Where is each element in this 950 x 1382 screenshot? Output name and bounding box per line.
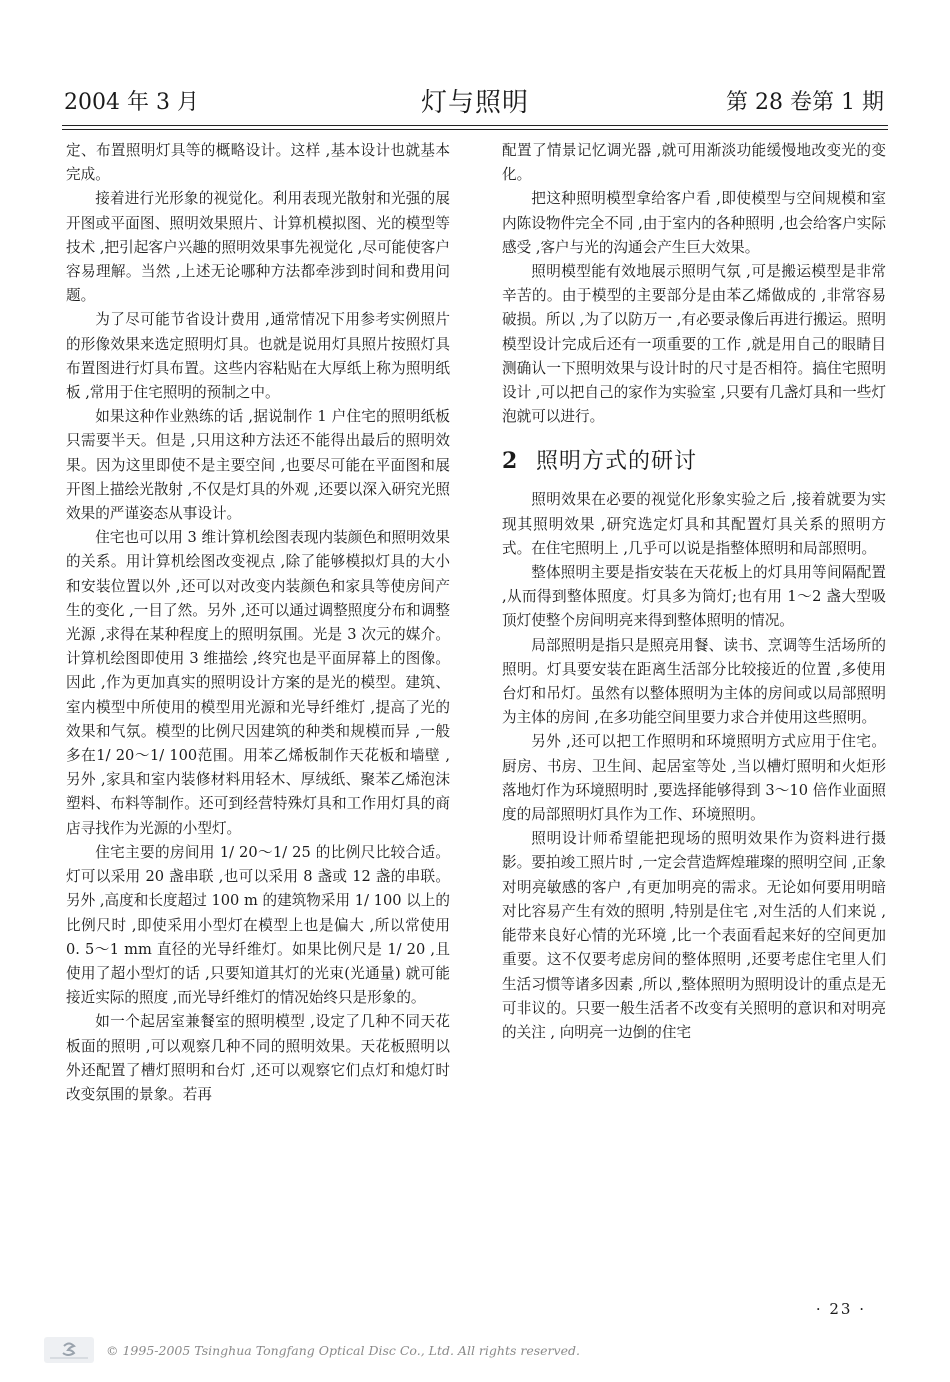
paragraph: 如一个起居室兼餐室的照明模型 ,设定了几种不同天花板面的照明 ,可以观察几种不同的照明效果。天花板照明以外还配置了槽灯照明和台灯 ,还可以观察它们点灯和熄灯时改变氛围的景象。若再 — [66, 1013, 450, 1103]
footer — [44, 1336, 580, 1364]
right-column — [502, 139, 886, 1045]
paragraph: 住宅也可以用 3 维计算机绘图表现内装颜色和照明效果的关系。用计算机绘图改变视点 ,除了能够模拟灯具的大小和安装位置以外 ,还可以对改变内装颜色和家具等使房间产生的变化 ,一目了然。另外 ,还可以通过调整照度分布和调整光源 ,求得在某种程度上的照明氛围。光是 3 次元的媒介。计算机绘图即使用 3 维描绘 ,终究也是平面屏幕上的图像。因此 ,作为更加真实的照明设计方案的是光的模型。建筑、室内模型中所使用的模型用光源和光导纤维灯 ,提高了光的效果和气氛。模型的比例尺因建筑的种类和规模而异 ,一般多在1/ 20～1/ 100范围。用苯乙烯板制作天花板和墙壁 ,另外 ,家具和室内装修材料用轻木、厚绒纸、聚苯乙烯泡沫塑料、布料等制作。还可到经营特殊灯具和工作用灯具的商店寻找作为光源的小型灯。 — [66, 529, 450, 837]
paragraph: 把这种照明模型拿给客户看 ,即使模型与空间规模和室内陈设物件完全不同 ,由于室内的各种照明 ,也会给客户实际感受 ,客户与光的沟通会产生巨大效果。 — [502, 190, 886, 256]
section-title: 照明方式的研讨 — [536, 449, 698, 475]
page-number: · 23 · — [815, 1300, 866, 1318]
publisher-logo-icon — [44, 1337, 94, 1363]
right-column-top-text — [502, 139, 886, 429]
paragraph: 住宅主要的房间用 1/ 20～1/ 25 的比例尺比较合适。灯可以采用 20 盏串联 ,也可以采用 8 盏或 12 盏的串联。另外 ,高度和长度超过 100 m 的建筑物采用 1/ 100 以上的比例尺时 ,即使采用小型灯在模型上也是偏大 ,所以常使用 0. 5～1 mm 直径的光导纤维灯。如果比例尺是 1/ 20 ,且使用了超小型灯的话 ,只要知道其灯的光束(光通量) 就可能接近实际的照度 ,而光导纤维灯的情况始终只是形象的。 — [66, 843, 450, 1007]
left-column — [66, 139, 450, 1107]
section-heading — [502, 446, 886, 477]
paragraph: 如果这种作业熟练的话 ,据说制作 1 户住宅的照明纸板只需要半天。但是 ,只用这种方法还不能得出最后的照明效果。因为这里即使不是主要空间 ,也要尽可能在平面图和展开图上描绘光散射 ,不仅是灯具的外观 ,还要以深入研究光照效果的严谨姿态从事设计。 — [66, 408, 450, 523]
journal-title: 灯与照明 — [420, 88, 529, 118]
header-rule-thin — [62, 129, 888, 130]
paragraph: 定、布置照明灯具等的概略设计。这样 ,基本设计也就基本完成。 — [66, 142, 450, 184]
volume-issue: 第 28 卷第 1 期 — [726, 90, 884, 115]
paragraph: 另外 ,还可以把工作照明和环境照明方式应用于住宅。厨房、书房、卫生间、起居室等处 ,当以槽灯照明和火炬形落地灯作为环境照明时 ,要选择能够得到 3～10 倍作业面照度的局部照明灯具作为工作、环境照明。 — [502, 733, 886, 824]
paragraph: 整体照明主要是指安装在天花板上的灯具用等间隔配置 ,从而得到整体照度。灯具多为筒灯;也有用 1～2 盏大型吸顶灯使整个房间明亮来得到整体照明的情况。 — [502, 564, 886, 630]
paragraph: 为了尽可能节省设计费用 ,通常情况下用参考实例照片的形像效果来选定照明灯具。也就是说用灯具照片按照灯具布置图进行灯具布置。这些内容粘贴在大厚纸上称为照明纸板 ,常用于住宅照明的预制之中。 — [66, 311, 450, 402]
paragraph: 照明模型能有效地展示照明气氛 ,可是搬运模型是非常辛苦的。由于模型的主要部分是由苯乙烯做成的 ,非常容易破损。所以 ,为了以防万一 ,有必要录像后再进行搬运。照明模型设计完成后还有一项重要的工作 ,就是用自己的眼睛目测确认一下照明效果与设计时的尺寸是否相符。搞住宅照明设计 ,可以把自己的家作为实验室 ,只要有几盏灯具和一些灯泡就可以进行。 — [502, 263, 886, 426]
paragraph: 配置了情景记忆调光器 ,就可用渐淡功能缓慢地改变光的变化。 — [502, 142, 886, 184]
paragraph: 局部照明是指只是照亮用餐、读书、烹调等生活场所的照明。灯具要安装在距离生活部分比较接近的位置 ,多使用台灯和吊灯。虽然有以整体照明为主体的房间或以局部照明为主体的房间 ,在多功能空间里要力求合并使用这些照明。 — [502, 636, 886, 727]
running-header — [62, 88, 888, 122]
paragraph: 照明设计师希望能把现场的照明效果作为资料进行摄影。要拍竣工照片时 ,一定会营造辉煌璀璨的照明空间 ,正象对明亮敏感的客户 ,有更加明亮的需求。无论如何要用明暗对比容易产生有效的照明 ,特别是住宅 ,对生活的人们来说 ,能带来良好心情的光环境 ,比一个表面看起来好的空间更加重要。这不仅要考虑房间的整体照明 ,还要考虑住宅里人们生活习惯等诸多因素 ,所以 ,整体照明为照明设计的重点是无可非议的。只要一般生活者不改变有关照明的意识和对明亮的关注 , 向明亮一边倒的住宅 — [502, 830, 886, 1041]
issue-date: 2004 年 3 月 — [64, 90, 199, 115]
copyright-notice: © 1995-2005 Tsinghua Tongfang Optical Disc Co., Ltd. All rights reserved. — [106, 1342, 580, 1358]
section-number: 2 — [502, 448, 518, 475]
paragraph: 照明效果在必要的视觉化形象实验之后 ,接着就要为实现其照明效果 ,研究选定灯具和其配置灯具关系的照明方式。在住宅照明上 ,几乎可以说是指整体照明和局部照明。 — [502, 491, 886, 557]
right-column-section-text — [502, 488, 886, 1045]
header-rule-thick — [62, 125, 888, 126]
paragraph: 接着进行光形象的视觉化。利用表现光散射和光强的展开图或平面图、照明效果照片、计算机模拟图、光的模型等技术 ,把引起客户兴趣的照明效果事先视觉化 ,尽可能使客户容易理解。当然 ,上述无论哪种方法都牵涉到时间和费用问题。 — [66, 190, 450, 305]
